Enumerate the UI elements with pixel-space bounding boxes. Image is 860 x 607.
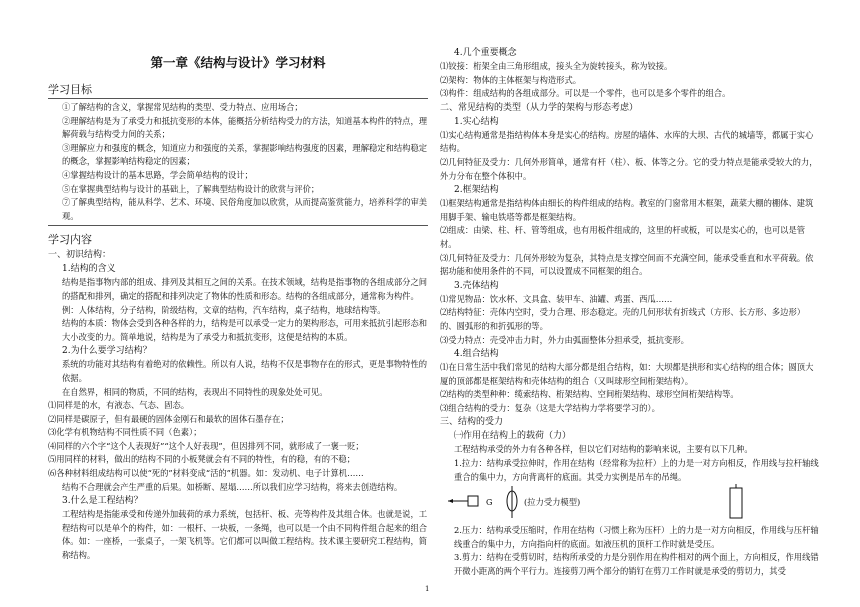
content-heading: 学习内容 <box>48 233 92 247</box>
list-item: ⑴实心结构通常是指结构体本身是实心的结构。房屋的墙体、水库的大坝、古代的城墙等，都属于实心结构。 <box>440 129 814 154</box>
paragraph: 结构不合理就会产生严重的后果。如桥断、屋塌……所以我们应学习结构，将来去创造结构。 <box>62 481 403 492</box>
tension-model-figure <box>440 484 820 524</box>
paragraph: 1.拉力：结构承受拉伸时，作用在结构（经常称为拉杆）上的力是一对方向相反，作用线与拉杆轴线重合的集中力，方向背离杆的底面。其受力实例是吊车的吊绳。 <box>454 458 819 482</box>
paragraph: 工程结构承受的外力有各种各样，但以它们对结构的影响来说，主要有以下几种。 <box>454 444 753 455</box>
subsection-heading: 3.什么是工程结构？ <box>62 496 143 507</box>
paragraph: 2.压力：结构承受压缩时，作用在结构（习惯上称为压杆）上的力是一对方向相反，作用线与压杆轴线重合的集中力，方向指向杆的底面。如液压机的顶杆工作时就是受压。 <box>454 525 819 549</box>
list-item: ⑵结构的类型种种：缆索结构、桁架结构、空间桁架结构、球形空间桁架结构等。 <box>440 389 739 400</box>
list-item: ⑶几何特征及受力：几何外形较为复杂，其特点是支撑空间而不充满空间，能承受垂直和水平荷载。依据功能和使用条件的不同，可以设置成不同框架的组合。 <box>440 252 814 277</box>
goals-box <box>48 98 428 226</box>
paragraph: 系统的功能对其结构有着绝对的依赖性。所以有人说，结构不仅是事物存在的形式，更是事物特性的依据。 <box>62 359 428 383</box>
section-heading: 三、结构的受力 <box>440 417 504 428</box>
figure-caption: (拉力受力模型) <box>524 497 581 508</box>
paragraph: 结构的本质：物体会受到各种各样的力，结构是可以承受一定力的架构形态，可用来抵抗引起形态和大小改变的力。简单地说，结构是为了承受力和抵抗变形，这便是结构的本质。 <box>62 318 428 342</box>
list-item: ⑴框架结构通常是指结构体由细长的构件组成的结构。教室的门窗常用木框架，蔬菜大棚的棚体、建筑用脚手架、输电铁塔等都是框架结构。 <box>440 198 814 222</box>
goals-heading: 学习目标 <box>48 83 92 96</box>
list-item: ⑵组成：由梁、柱、杆、管等组成，也有用板件组成的，这里的杆或板，可以是实心的，也可以是管材。 <box>440 225 806 249</box>
list-item: ⑷同样的六个字“这个人表现好”“这个人好表现”，但因排列不同，就形成了一褒一贬； <box>48 440 364 451</box>
list-item: ⑹各种材料组成结构可以使“死的”材料变成“活的”机器。如：发动机、电子计算机…… <box>48 468 364 479</box>
list-item: ⑵同样是碳原子，但有最硬的固体金刚石和最软的固体石墨存在； <box>48 413 289 424</box>
subsection-heading: 1.实心结构 <box>454 116 499 127</box>
tension-diagram <box>440 484 820 524</box>
subsection-heading: 4.组合结构 <box>454 349 499 360</box>
goal-item: ⑦了解典型结构，能从科学、艺术、环境、民俗角度加以欣赏，从而提高鉴赏能力，培养科学的审美观。 <box>62 197 428 221</box>
paragraph: 在自然界，相同的物质，不同的结构，表现出不同特性的现象处处可见。 <box>62 386 328 397</box>
list-item: ⑶受力特点：壳受冲击力时，外力由弧面整体分担承受，抵抗变形。 <box>440 334 689 345</box>
list-item: ⑴在日常生活中我们常见的结构大部分都是组合结构，如：大坝都是拱形和实心结构的组合体；圆顶大厦的顶部都是框架结构和壳体结构的组合（又叫球形空间桁架结构）。 <box>440 362 814 386</box>
list-item: ⑵几何特征及受力：几何外形简单，通常有杆（柱）、板、体等之分。它的受力特点是能承受较大的力，外力分布在整个体积中。 <box>440 156 818 181</box>
subsection-heading: 2.框架结构 <box>454 185 499 196</box>
right-column <box>440 46 820 579</box>
goal-item: ①了解结构的含义，掌握常见结构的类型、受力特点、应用场合； <box>62 102 303 112</box>
subsection-heading: ㈠作用在结构上的载荷（力） <box>454 431 572 442</box>
goal-item: ④掌握结构设计的基本思路，学会简单结构的设计； <box>62 169 253 180</box>
page-title: 第一章《结构与设计》学习材料 <box>150 55 326 70</box>
weight-label: G <box>486 498 493 508</box>
list-item: ⑴常见物品：饮水杯、文具盒、装甲车、油罐、鸡蛋、西瓜…… <box>440 293 673 304</box>
list-item: ⑸用同样的材料，做出的结构不同的小板凳就会有不同的特性，有的稳，有的不稳； <box>48 454 355 465</box>
list-item: ⑴铰接：桁架全由三角形组成，接头全为旋转接头，称为铰接。 <box>440 61 673 71</box>
goal-item: ③理解应力和强度的概念，知道应力和强度的关系，掌握影响结构强度的因素，理解稳定和结构稳定的概念，掌握影响结构稳定的因素； <box>62 142 428 167</box>
subsection-heading: 1.结构的含义 <box>62 264 116 275</box>
weight-box <box>468 496 478 506</box>
list-item: ⑶化学有机物结构不同性质不同（色素）； <box>48 427 202 438</box>
subsection-heading: 3.壳体结构 <box>454 280 499 291</box>
list-item: ⑶构件：组成结构的各组成部分。可以是一个零件，也可以是多个零件的组合。 <box>440 88 731 99</box>
subsection-heading: 2.为什么要学习结构？ <box>62 346 152 357</box>
paragraph: 3.剪力：结构在受剪切时，结构所承受的力是分别作用在构件相对的两个面上，方向相反，作用线错开微小距离的两个平行力。连接剪刀两个部分的销钉在剪刀工作时就是承受的剪切力，其受 <box>454 552 819 577</box>
list-item: ⑶组合结构的受力：复杂（这是大学结构力学将要学习的）。 <box>440 402 660 413</box>
section-heading: 二、常见结构的类型（从力学的架构与形态考虑） <box>440 102 639 113</box>
section-heading: 一、初识结构： <box>48 250 112 261</box>
paragraph: 工程结构是指能承受和传递外加载荷的承力系统，包括杆、板、壳等构件及其组合体。也就是说，工程结构可以是单个的构件，如：一根杆、一块板，一条绳，也可以是一个由不同构件组合起来的组合体。如：一座桥，一张桌子，一架飞机等。它们都可以叫做工程结构。技术课主要研究工程结构，简称结构。 <box>62 509 428 561</box>
left-column <box>48 0 428 563</box>
list-item: ⑵结构特征：壳体内空时，受力合理、形态稳定。壳的几何形状有折线式（方形、长方形、多边形）的、圆弧形的和折弧形的等。 <box>440 307 806 331</box>
hanging-rod <box>730 488 742 518</box>
page-number: 1 <box>425 585 430 593</box>
paragraph: 结构是指事物内部的组成、排列及其相互之间的关系。在技术领域，结构是指事物的各组成部分之间的搭配和排列，确定的搭配和排列决定了物体的性质和形态。结构的各组成部分，通常称为构件。例：人体结构，分子结构，阶级结构，文章的结构，汽车结构，桌子结构，地球结构等。 <box>62 277 428 315</box>
arrow-head <box>448 499 453 503</box>
subsection-heading: 4.几个重要概念 <box>454 48 517 58</box>
list-item: ⑴同样是的水，有液态、气态、固态。 <box>48 400 190 411</box>
goal-item: ②理解结构是为了承受力和抵抗变形的本体，能概括分析结构受力的方法，知道基本构件的特点，理解荷载与结构受力间的关系； <box>62 115 428 140</box>
goal-item: ⑤在掌握典型结构与设计的基础上，了解典型结构设计的欣赏与评价； <box>62 183 320 194</box>
list-item: ⑵架构：物体的主体框架与构造形式。 <box>440 74 582 85</box>
